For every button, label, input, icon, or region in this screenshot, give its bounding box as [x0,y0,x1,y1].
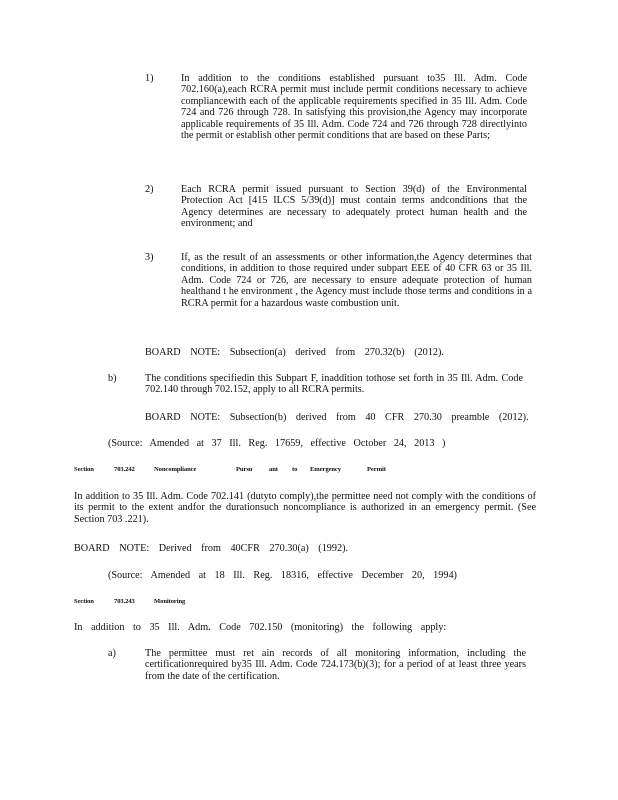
section-title-part: Permit [367,466,386,473]
item-1-number: 1) [145,73,154,84]
item-b-number: b) [108,373,117,384]
item-2-text: Each RCRA permit issued pursuant to Section 39(d) of the Environmental Protection Act [415 ILCS 5/39(d)] must contain terms andconditions that the Agency determines are necessary to adequately protect human health and the environment; and [181,184,527,230]
section-title-part: Pursu [236,466,253,473]
source-note-1: (Source: Amended at 37 Ill. Reg. 17659, effective October 24, 2013 ) [108,438,446,449]
board-note-b: BOARD NOTE: Subsection(b) derived from 40 CFR 270.30 preamble (2012). [145,412,529,423]
board-note-c: BOARD NOTE: Derived from 40CFR 270.30(a) (1992). [74,543,349,554]
section-703-243-intro: In addition to 35 Ill. Adm. Code 702.150 (monitoring) the following apply: [74,622,447,633]
section-703-242-body: In addition to 35 Ill. Adm. Code 702.141 (dutyto comply),the permittee need not comply with the conditions of its permit to the extent andfor the durationsuch noncompliance is authorized in an emergency permit. (See Section 703 .221). [74,491,536,525]
section-title-part: ant [269,466,278,473]
section-title-part: Noncompliance [154,466,197,473]
section-title-part: Emergency [310,466,341,473]
item-3-number: 3) [145,252,154,263]
section-label: Section [74,466,94,473]
item-a-number: a) [108,648,116,659]
item-a-text: The permittee must ret ain records of all monitoring information, including the certificationrequired by35 Ill. Adm. Code 724.173(b)(3); for a period of at least three years from the date of the certification. [145,648,526,682]
item-1-text: In addition to the conditions established pursuant to35 Ill. Adm. Code 702.160(a),each RCRA permit must include permit conditions necessary to achieve compliancewith each of the applicable requirements specified in 35 Ill. Adm. Code 724 and 726 through 728. In satisfying this provision,the Agency may incorporate applicable requirements of 35 Ill. Adm. Code 724 and 726 through 728 directlyinto the permit or establish other permit conditions that are based on these Parts; [181,73,527,142]
section-heading-703-242 [74,466,534,476]
source-note-2: (Source: Amended at 18 Ill. Reg. 18316, effective December 20, 1994) [108,570,457,581]
board-note-a: BOARD NOTE: Subsection(a) derived from 270.32(b) (2012). [145,347,444,358]
section-heading-703-243 [74,598,274,608]
section-title: Monitoring [154,598,186,605]
section-label: Section [74,598,94,605]
item-3-text: If, as the result of an assessments or other information,the Agency determines that conditions, in addition to those required under subpart EEE of 40 CFR 63 or 35 Ill. Adm. Code 724 or 726, are necessary to ensure adequate protection of human healthand t he environment , the Agency must include those terms and conditions in a RCRA permit for a hazardous waste combustion unit. [181,252,532,309]
item-2-number: 2) [145,184,154,195]
item-b-text: The conditions specifiedin this Subpart F, inaddition tothose set forth in 35 Ill. Adm. Code 702.140 through 702.152, apply to all RCRA permits. [145,373,523,396]
section-number: 703.243 [114,598,135,605]
section-title-part: to [292,466,298,473]
section-number: 703.242 [114,466,135,473]
